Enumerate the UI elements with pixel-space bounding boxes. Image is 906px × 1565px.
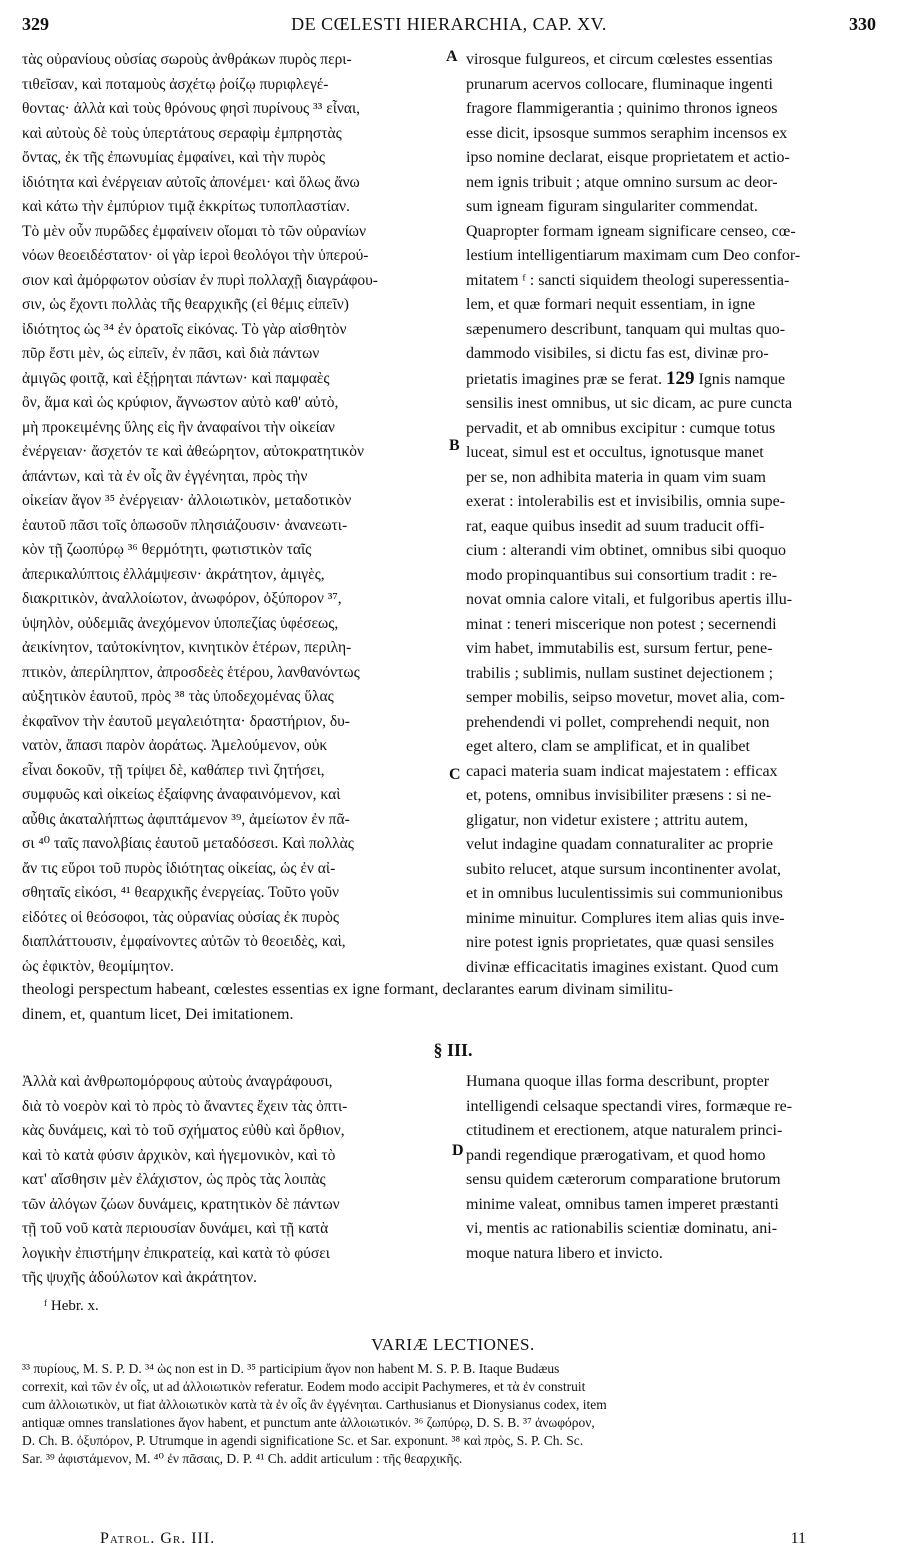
text-line: correxit, καὶ τῶν ἐν οἷς, ut ad ἀλλοιωτικὸν referatur. Eodem modo accipit Pachymeres, et τὰ ἐν construit bbox=[22, 1379, 586, 1394]
text-line: eget altero, clam se amplificat, et in qualibet bbox=[466, 738, 750, 755]
text-line: πτικὸν, ἀπερίληπτον, ἀπροσδεὲς ἑτέρου, λανθανόντως bbox=[22, 663, 360, 681]
text-line: gligatur, non videtur existere ; attritu autem, bbox=[466, 811, 748, 829]
text-line: novat omnia calore vitali, et fulgoribus apertis illu- bbox=[466, 591, 793, 608]
text-line: ὡς ἐφικτὸν, θεομίμητον. bbox=[22, 957, 174, 975]
running-title: DE CŒLESTI HIERARCHIA, CAP. XV. bbox=[291, 14, 607, 34]
latin-lines-part-1 bbox=[466, 48, 882, 367]
text-line: διὰ τὸ νοερὸν καὶ τὸ πρὸς τὸ ἄναντες ἔχειν τὰς ὀπτι- bbox=[22, 1097, 348, 1115]
text-line: vi, mentis ac rationabilis scientiæ dominatu, ani- bbox=[466, 1220, 778, 1237]
text-line: Sar. ³⁹ ἀφιστάμενον, M. ⁴⁰ ἐν πᾶσαις, D. P. ⁴¹ Ch. addit articulum : τῆς θεαρχικῆς. bbox=[22, 1451, 463, 1466]
text-line: luceat, simul est et occultus, ignotusque manet bbox=[466, 444, 764, 461]
text-line: πῦρ ἔστι μὲν, ὡς εἰπεῖν, ἐν πᾶσι, καὶ διὰ πάντων bbox=[22, 345, 320, 362]
text-line: νόων θεοειδέστατον· οἱ γὰρ ἱεροὶ θεολόγοι τὴν ὑπερού- bbox=[22, 247, 369, 264]
text-line: Quapropter formam igneam significare censeo, cœ- bbox=[466, 222, 796, 240]
text-line: velut indagine quadam connaturaliter ac proprie bbox=[466, 836, 773, 853]
text-line: D. Ch. B. ὀξυπόρον, P. Utrumque in agendi significatione Sc. et Sar. exponunt. ³⁸ καὶ πρὸς, S. P. Ch. Sc. bbox=[22, 1433, 584, 1448]
text-line: ἁπάντων, καὶ τὰ ἐν οἷς ἂν ἐγγένηται, πρὸς τὴν bbox=[22, 467, 308, 485]
text-line: ἀμιγῶς φοιτᾷ, καὶ ἐξῄρηται πάντων· καὶ παμφαὲς bbox=[22, 369, 330, 387]
text-line: καὶ τὸ κατὰ φύσιν ἀρχικὸν, καὶ ἡγεμονικὸν, καὶ τὸ bbox=[22, 1146, 336, 1164]
text-line: semper mobilis, seipso movetur, movet alia, com- bbox=[466, 689, 785, 706]
variae-lectiones-body bbox=[22, 1360, 882, 1468]
text-line: τῆς ψυχῆς ἀδούλωτον καὶ ἀκράτητον. bbox=[22, 1269, 257, 1286]
text-line: moque natura libero et invicto. bbox=[466, 1244, 663, 1262]
greek-column-section-2 bbox=[22, 48, 452, 979]
margin-letter-d: D bbox=[452, 1142, 464, 1159]
text-line: ³³ πυρίους, M. S. P. D. ³⁴ ὡς non est in D. ³⁵ participium ἄγον non habent M. S. P. B. Itaque Budæus bbox=[22, 1361, 560, 1376]
text-line: exerat : intolerabilis est et invisibilis, omnia supe- bbox=[466, 493, 786, 510]
footer-signature: 11 bbox=[790, 1530, 806, 1547]
text-line: αὖθις ἀκαταλήπτως ἀφιπτάμενον ³⁹, ἀμείωτον ἐν πᾶ- bbox=[22, 810, 350, 828]
text-line: lestium intelligentiarum maximam cum Deo confor- bbox=[466, 247, 801, 264]
text-line: συμφυῶς καὶ οἰκείως ἐξαίφνης ἀναφαινόμενον, καὶ bbox=[22, 786, 341, 803]
latin-text: prietatis imagines præ se ferat. bbox=[466, 370, 662, 388]
text-line: antiquæ omnes translationes ἄγον habent, et punctum ante ἀλλοιωτικόν. ³⁶ ζωπύρῳ, D. S. B. ³⁷ ἀνωφόρον, bbox=[22, 1415, 595, 1430]
text-line: τῇ τοῦ νοῦ κατὰ περιουσίαν δυνάμει, καὶ τῇ κατὰ bbox=[22, 1220, 329, 1237]
text-line: οἰκείαν ἄγον ³⁵ ἐνέργειαν· ἀλλοιωτικὸν, μεταδοτικὸν bbox=[22, 492, 352, 509]
text-line: εἶναι δοκοῦν, τῇ τρίψει δὲ, καθάπερ τινὶ ζητήσει, bbox=[22, 761, 325, 779]
text-line: Humana quoque illas forma describunt, propter bbox=[466, 1073, 770, 1090]
text-line: ἀεικίνητον, ταὐτοκίνητον, κινητικὸν ἑτέρων, περιλη- bbox=[22, 639, 352, 656]
text-line: σι ⁴⁰ ταῖς πανολβίαις ἑαυτοῦ μεταδόσεσι. Καὶ πολλὰς bbox=[22, 835, 354, 852]
greek-column-section-3 bbox=[22, 1070, 452, 1291]
footnote: ᶠ Hebr. x. bbox=[44, 1298, 99, 1314]
text-line: καὶ κάτω τὴν ἐμπύριον τιμᾷ ἐκκρίτως τυποπλαστίαν. bbox=[22, 198, 350, 215]
text-line: per se, non adhibita materia in quam vim suam bbox=[466, 468, 766, 486]
text-line: ipso nomine declarat, eisque proprietatem et actio- bbox=[466, 149, 790, 166]
text-line: τιθεῖσαν, καὶ ποταμοὺς ἀσχέτῳ ῥοίζῳ πυριφλεγέ- bbox=[22, 75, 329, 93]
text-line: sensu quidem cæterorum comparatione brutorum bbox=[466, 1171, 781, 1188]
text-line: pandi regendique prærogativam, et quod homo bbox=[466, 1146, 766, 1164]
text-line: et, potens, omnibus invisibiliter præsens : si ne- bbox=[466, 787, 772, 804]
text-line: nire potest ignis proprietates, quæ quasi sensiles bbox=[466, 934, 774, 951]
text-line: minime valeat, omnibus tamen imperet præstanti bbox=[466, 1195, 779, 1213]
text-line: καὶ αὐτοὺς δὲ τοὺς ὑπερτάτους σεραφὶμ ἐμπρηστὰς bbox=[22, 124, 342, 142]
text-line: prunarum acervos collocare, fluminaque ingenti bbox=[466, 75, 773, 93]
text-line: sum igneam figuram singulariter commendat. bbox=[466, 198, 758, 215]
text-line: θοντας· ἀλλὰ καὶ τοὺς θρόνους φησὶ πυρίνους ³³ εἶναι, bbox=[22, 100, 361, 117]
text-line: ἐκφαῖνον τὴν ἑαυτοῦ μεγαλειότητα· δραστήριον, δυ- bbox=[22, 712, 350, 730]
text-line: dinem, et, quantum licet, Dei imitationem. bbox=[22, 1005, 294, 1023]
text-line: esse dicit, ipsosque summos seraphim incensos ex bbox=[466, 124, 788, 142]
text-line: lem, et quæ formari nequit essentiam, in igne bbox=[466, 296, 756, 313]
text-line: ἰδιότητος ὡς ³⁴ ἐν ὁρατοῖς εἰκόνας. Τὸ γὰρ αἰσθητὸν bbox=[22, 320, 347, 338]
text-line: prehendendi vi pollet, comprehendi nequit, non bbox=[466, 713, 770, 731]
text-line: ἀπερικαλύπτοις ἐλλάμψεσιν· ἀκράτητον, ἀμιγὲς, bbox=[22, 565, 325, 583]
footer-series: Patrol. Gr. III. bbox=[100, 1530, 216, 1547]
text-line: ctitudinem et erectionem, atque naturalem princi- bbox=[466, 1122, 783, 1139]
latin-line-with-column-number bbox=[466, 367, 882, 393]
text-line: minime minuitur. Complures item alias quis inve- bbox=[466, 909, 785, 927]
text-line: αὐξητικὸν ἑαυτοῦ, πρὸς ³⁸ τὰς ὑποδεχομένας ὕλας bbox=[22, 688, 334, 705]
text-line: τὰς οὐρανίους οὐσίας σωροὺς ἀνθράκων πυρὸς περι- bbox=[22, 51, 352, 68]
margin-letter-b: B bbox=[449, 437, 460, 454]
text-line: pervadit, et ab omnibus excipitur : cumque totus bbox=[466, 419, 776, 437]
latin-column-section-3 bbox=[466, 1070, 882, 1266]
text-line: ἄν τις εὕροι τοῦ πυρὸς ἰδιότητας οἰκείας, ὡς ἐν αἰ- bbox=[22, 859, 336, 877]
text-line: σθηταῖς εἰκόσι, ⁴¹ θεαρχικῆς ἐνεργείας. Τοῦτο γοῦν bbox=[22, 884, 340, 901]
left-page-number: 329 bbox=[22, 14, 49, 34]
text-line: vim habet, immutabilis est, sursum fertur, pene- bbox=[466, 640, 773, 657]
text-line: cum ἀλλοιωτικὸν, ut fiat ἀλλοιωτικὸν κατὰ τὰ ἐν οἷς ἂν ἐγγένηται. Carthusianus et Dionysianus codex, item bbox=[22, 1397, 607, 1412]
text-line: ἑαυτοῦ πᾶσι τοῖς ὁπωσοῦν πλησιάζουσιν· ἀνανεωτι- bbox=[22, 516, 348, 534]
text-line: modo propinquantibus sui consortium tradit : re- bbox=[466, 566, 778, 584]
margin-letter-c: C bbox=[449, 766, 461, 783]
text-line: Τὸ μὲν οὖν πυρῶδες ἐμφαίνειν οἴομαι τὸ τῶν οὐρανίων bbox=[22, 222, 366, 240]
text-line: κατ' αἴσθησιν μὲν ἐλάχιστον, ὡς πρὸς τὰς λοιπὰς bbox=[22, 1171, 326, 1188]
latin-continuation bbox=[22, 978, 882, 1027]
text-line: διαπλάττουσιν, ἐμφαίνοντες αὐτῶν τὸ θεοειδὲς, καὶ, bbox=[22, 933, 346, 950]
text-line: Ἀλλὰ καὶ ἀνθρωπομόρφους αὐτοὺς ἀναγράφουσι, bbox=[22, 1073, 333, 1090]
column-number: 129 bbox=[665, 367, 695, 389]
text-line: et in omnibus luculentissimis sui communionibus bbox=[466, 885, 783, 902]
margin-letter-a: A bbox=[446, 48, 458, 65]
text-line: cium : alterandi vim obtinet, omnibus sibi quoquo bbox=[466, 542, 786, 559]
text-line: sensilis inest omnibus, ut sic dicam, ac pure cuncta bbox=[466, 395, 793, 412]
text-line: rat, eaque quibus insedit ad suum traducit offi- bbox=[466, 517, 765, 535]
latin-lines-part-2 bbox=[466, 392, 882, 980]
text-line: intelligendi celsaque spectandi vires, formæque re- bbox=[466, 1097, 793, 1115]
text-line: νατὸν, ἅπασι παρὸν ἀοράτως. Ἀμελούμενον, οὐκ bbox=[22, 737, 328, 754]
text-line: εἰδότες οἱ θεόσοφοι, τὰς οὐρανίας οὐσίας ἐκ πυρὸς bbox=[22, 908, 340, 926]
text-line: trabilis ; sublimis, nullam sustinet dejectionem ; bbox=[466, 664, 774, 682]
text-line: virosque fulgureos, et circum cœlestes essentias bbox=[466, 51, 773, 68]
text-line: mitatem ᶠ : sancti siquidem theologi superessentia- bbox=[466, 271, 790, 289]
text-line: subito relucet, atque sursum incontinenter avolat, bbox=[466, 860, 782, 878]
text-line: διακριτικὸν, ἀναλλοίωτον, ἀνωφόρον, ὀξύπορον ³⁷, bbox=[22, 590, 342, 607]
text-line: ὂν, ἅμα καὶ ὡς κρύφιον, ἄγνωστον αὐτὸ καθ' αὐτὸ, bbox=[22, 394, 339, 411]
variae-lectiones-title: VARIÆ LECTIONES. bbox=[371, 1335, 535, 1354]
text-line: μὴ προκειμένης ὕλης εἰς ἣν ἀναφαίνοι τὴν οἰκείαν bbox=[22, 418, 335, 436]
text-line: κὸν τῇ ζωοπύρῳ ³⁶ θερμότητι, φωτιστικὸν ταῖς bbox=[22, 541, 312, 558]
latin-text: Ignis namque bbox=[698, 370, 786, 388]
text-line: sæpenumero describunt, tanquam qui multas quo- bbox=[466, 320, 786, 338]
running-header bbox=[22, 14, 876, 40]
right-page-number: 330 bbox=[849, 14, 876, 34]
text-line: ὄντας, ἐκ τῆς ἐπωνυμίας ἐμφαίνει, καὶ τὴν πυρὸς bbox=[22, 149, 326, 166]
text-line: fragore flammigerantia ; quinimo thronos igneos bbox=[466, 100, 778, 117]
text-line: σιον καὶ ἀμόρφωτον οὐσίαν ἐν πυρὶ πολλαχῇ διαγράφου- bbox=[22, 271, 378, 289]
text-line: τῶν ἀλόγων ζώων δυνάμεις, κρατητικὸν δὲ πάντων bbox=[22, 1195, 340, 1213]
text-line: divinæ efficacitatis imagines existant. Quod cum bbox=[466, 958, 779, 976]
text-line: minat : teneri miscerique non potest ; secernendi bbox=[466, 615, 777, 633]
latin-column-section-2 bbox=[466, 48, 882, 980]
section-heading: § III. bbox=[433, 1040, 473, 1060]
text-line: theologi perspectum habeant, cœlestes essentias ex igne formant, declarantes earum divinam similitu- bbox=[22, 981, 673, 998]
text-line: dammodo visibiles, si dictu fas est, divinæ pro- bbox=[466, 345, 769, 362]
text-line: ἐνέργειαν· ἄσχετόν τε καὶ ἀθεώρητον, αὐτοκρατητικὸν bbox=[22, 443, 364, 460]
text-line: λογικὴν ἐπιστήμην ἐπικρατείᾳ, καὶ κατὰ τὸ φύσει bbox=[22, 1244, 330, 1262]
text-line: κὰς δυνάμεις, καὶ τὸ τοῦ σχήματος εὐθὺ καὶ ὄρθιον, bbox=[22, 1122, 345, 1139]
text-line: nem ignis tribuit ; atque omnino sursum ac deor- bbox=[466, 173, 778, 191]
text-line: capaci materia suam indicat majestatem : efficax bbox=[466, 762, 778, 780]
text-line: σιν, ὡς ἔχοντι πολλὰς τῆς θεαρχικῆς (εἰ θέμις εἰπεῖν) bbox=[22, 296, 349, 313]
text-line: ἰδιότητα καὶ ἐνέργειαν αὐτοῖς ἀπονέμει· καὶ ὅλως ἄνω bbox=[22, 173, 360, 191]
text-line: ὑψηλὸν, οὐδεμιᾶς ἀνεχόμενον ὑποπεζίας ὑφέσεως, bbox=[22, 614, 339, 632]
